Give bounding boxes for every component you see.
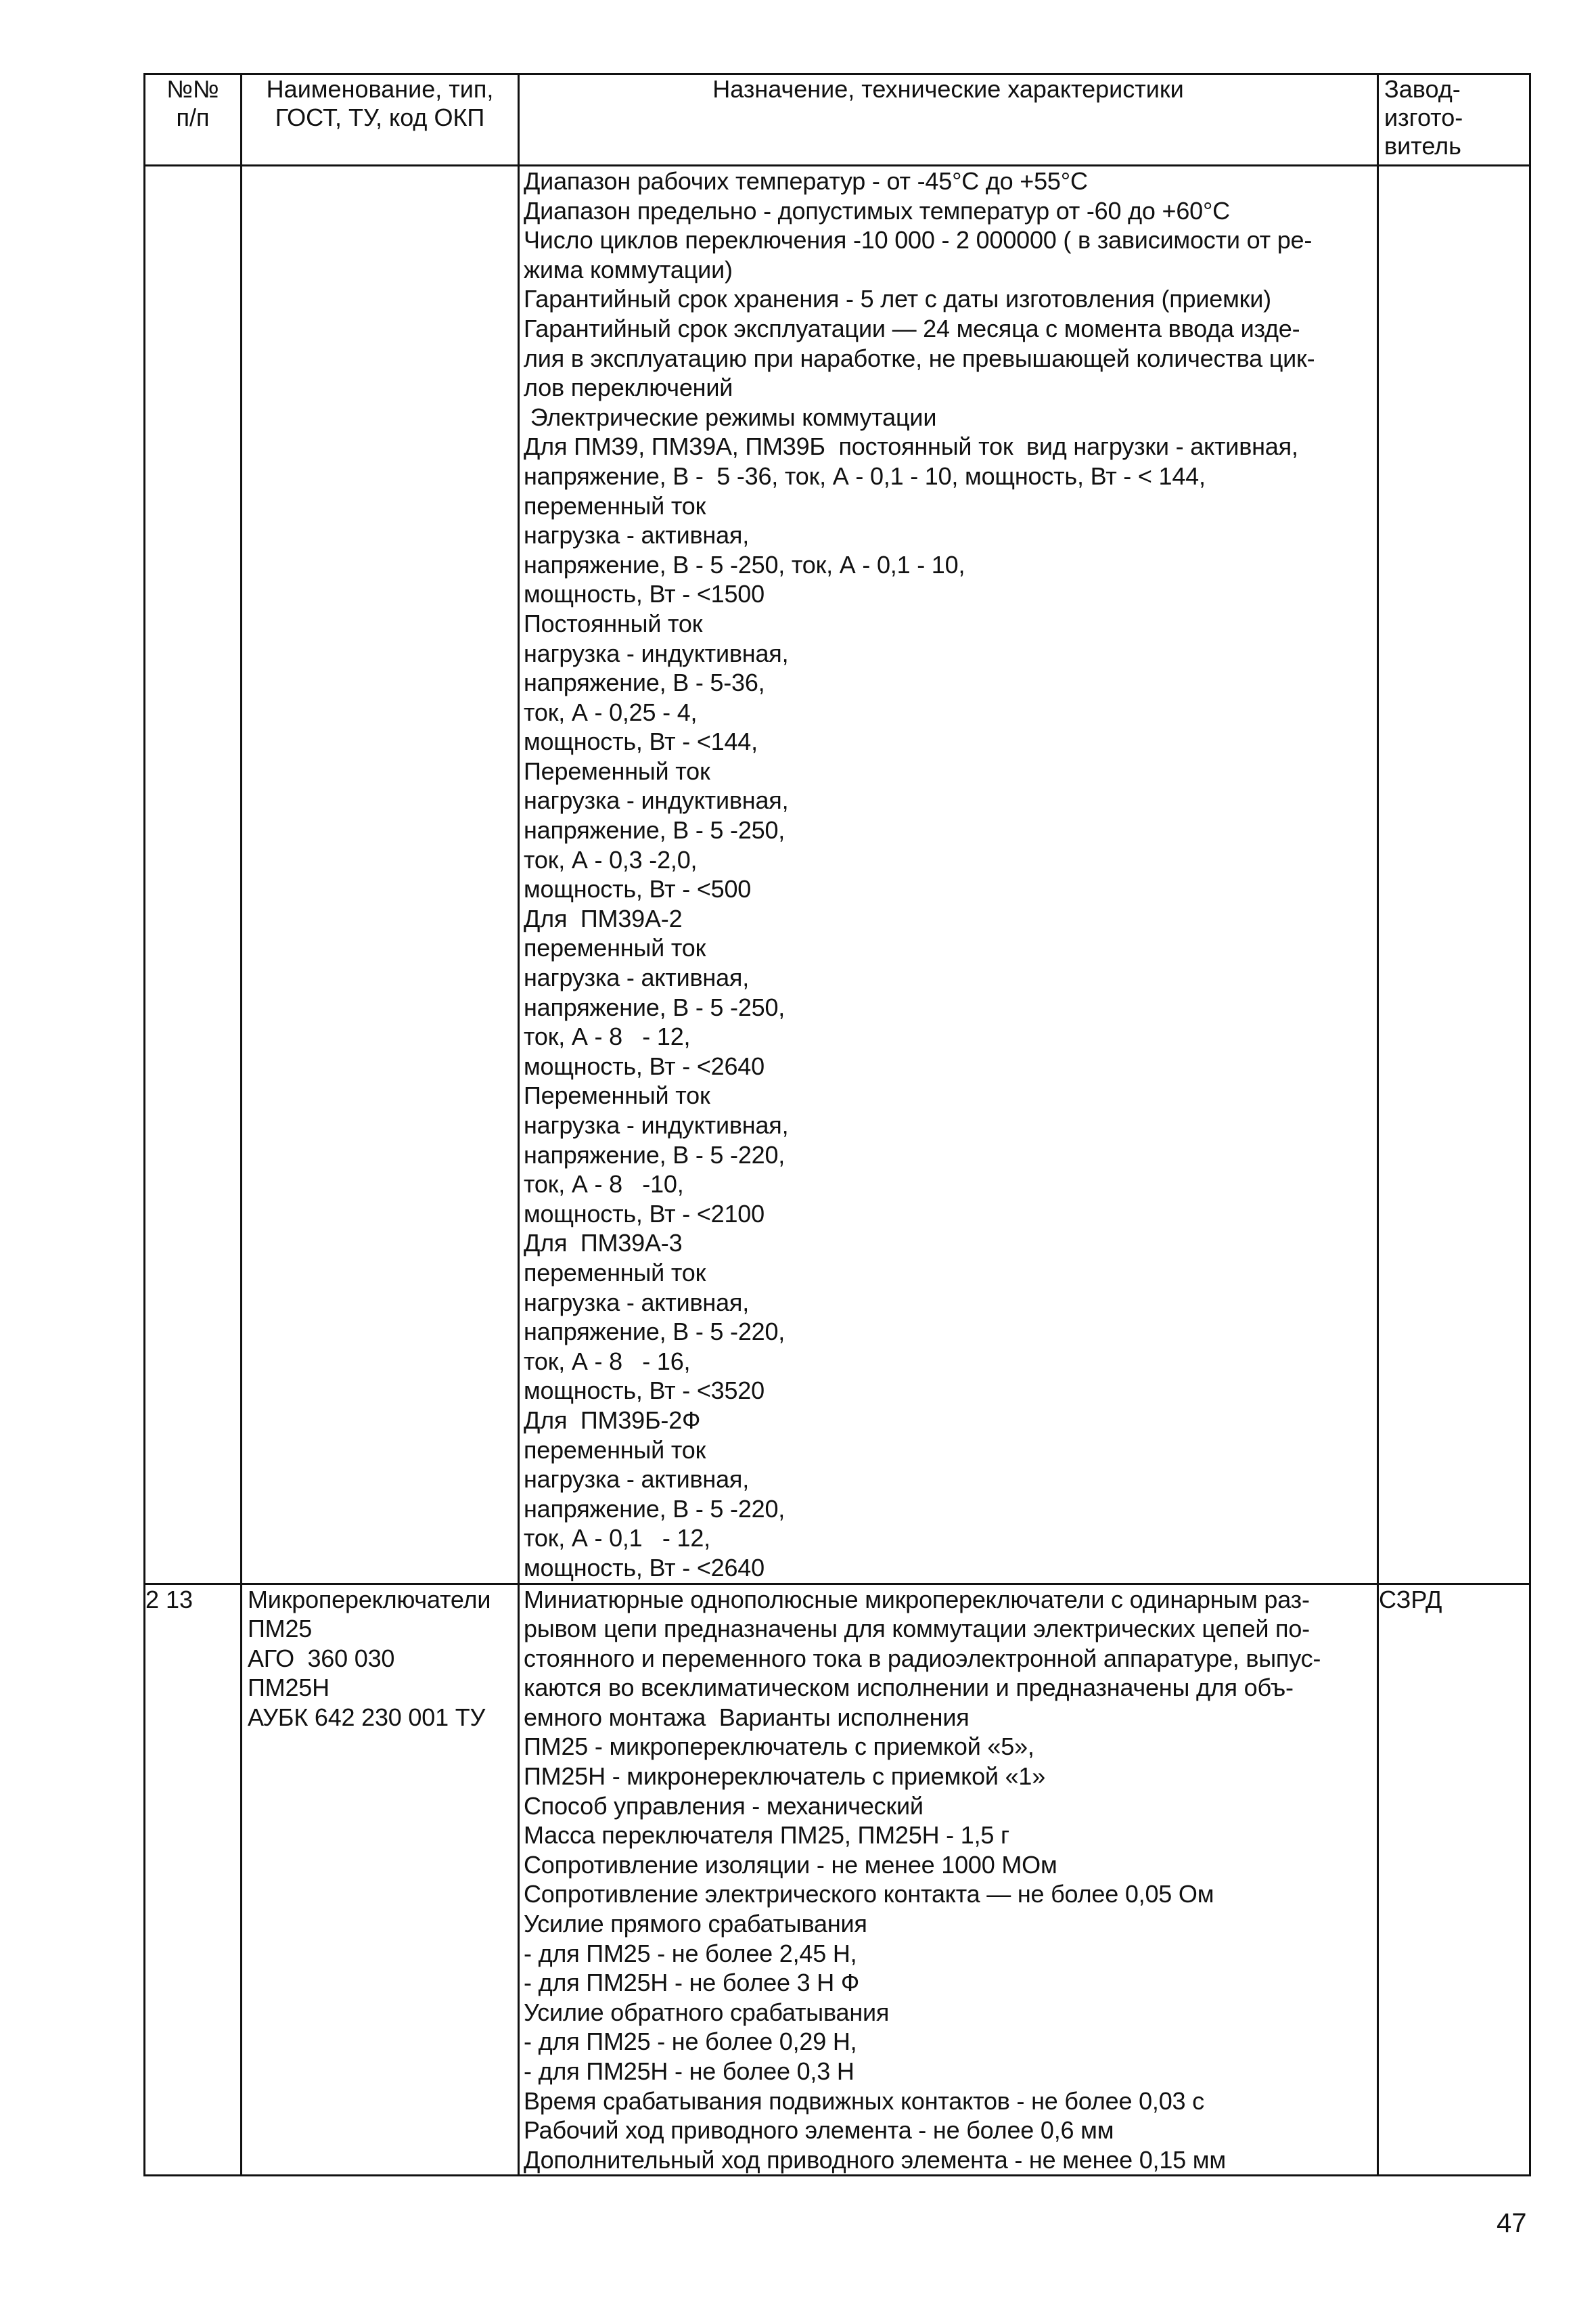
text-line: Гарантийный срок эксплуатации — 24 месяца с момента ввода изде-: [524, 314, 1300, 342]
text-line: напряжение, В - 5 -220,: [524, 1140, 785, 1169]
text-line: Микропереключатели: [248, 1585, 491, 1613]
header-manufacturer-line: Завод-: [1384, 75, 1461, 103]
text-line: Для ПМ39А-3: [524, 1229, 683, 1257]
text-line: мощность, Вт - <500: [524, 875, 752, 903]
text-line: каются во всеклиматическом исполнении и предназначены для объ-: [524, 1674, 1294, 1702]
table-row: [145, 1584, 1530, 2176]
text-line: нагрузка - активная,: [524, 1465, 750, 1494]
text-line: нагрузка - индуктивная,: [524, 639, 789, 667]
text-line: Миниатюрные однополюсные микропереключатели с одинарным раз-: [524, 1585, 1310, 1613]
row-number: [145, 166, 242, 1584]
row-description: [519, 166, 1378, 1584]
text-line: Масса переключателя ПМ25, ПМ25Н - 1,5 г: [524, 1821, 1009, 1850]
text-line: нагрузка - индуктивная,: [524, 1111, 789, 1139]
page-number: 47: [1497, 2208, 1527, 2238]
text-line: ПМ25Н: [248, 1674, 329, 1702]
row-manufacturer: СЗРД: [1378, 1584, 1530, 2176]
row-description: [519, 1584, 1378, 2176]
text-line: Диапазон рабочих температур - от -45°С до +55°С: [524, 167, 1088, 195]
text-line: мощность, Вт - <144,: [524, 728, 758, 756]
text-line: мощность, Вт - <3520: [524, 1377, 765, 1405]
header-name: [242, 74, 519, 166]
text-line: Время срабатывания подвижных контактов - не более 0,03 с: [524, 2086, 1204, 2115]
text-line: ток, А - 0,1 - 12,: [524, 1524, 710, 1552]
text-line: АГО 360 030: [248, 1644, 395, 1672]
text-line: Сопротивление изоляции - не менее 1000 МОм: [524, 1850, 1057, 1879]
header-manufacturer-line: витель: [1384, 132, 1461, 160]
header-number-line: п/п: [176, 104, 210, 131]
header-number-line: №№: [166, 75, 219, 103]
text-line: мощность, Вт - <2640: [524, 1052, 765, 1080]
text-line: ПМ25Н - микронереключатель с приемкой «1»: [524, 1762, 1046, 1791]
text-line: напряжение, В - 5 -250,: [524, 993, 785, 1021]
text-line: - для ПМ25Н - не более 0,3 Н: [524, 2057, 854, 2085]
text-line: Усилие прямого срабатывания: [524, 1910, 867, 1938]
text-line: ПМ25: [248, 1615, 313, 1643]
text-line: переменный ток: [524, 1258, 706, 1286]
table-header-row: [145, 74, 1530, 166]
text-line: напряжение, В - 5 -250, ток, А - 0,1 - 10,: [524, 550, 965, 579]
text-line: Рабочий ход приводного элемента - не более 0,6 мм: [524, 2116, 1114, 2145]
text-line: Гарантийный срок хранения - 5 лет с даты изготовления (приемки): [524, 285, 1271, 313]
text-line: Дополнительный ход приводного элемента - не менее 0,15 мм: [524, 2145, 1226, 2174]
text-line: лия в эксплуатацию при наработке, не превышающей количества цик-: [524, 344, 1315, 372]
text-line: Сопротивление электрического контакта — не более 0,05 Ом: [524, 1880, 1214, 1908]
table-row: [145, 166, 1530, 1584]
text-line: мощность, Вт - <2100: [524, 1199, 765, 1228]
row-number: 2 13: [145, 1584, 242, 2176]
text-line: - для ПМ25 - не более 2,45 Н,: [524, 1939, 857, 1967]
text-line: - для ПМ25 - не более 0,29 Н,: [524, 2028, 857, 2056]
text-line: лов переключений: [524, 374, 733, 402]
text-line: ток, А - 8 - 12,: [524, 1023, 691, 1051]
header-name-line: ГОСТ, ТУ, код ОКП: [275, 104, 485, 131]
header-number: [145, 74, 242, 166]
spec-table: [143, 73, 1531, 2176]
header-manufacturer-line: изгото-: [1384, 104, 1463, 131]
text-line: нагрузка - активная,: [524, 1288, 750, 1316]
text-line: емного монтажа Варианты исполнения: [524, 1703, 970, 1731]
text-line: напряжение, В - 5-36,: [524, 669, 765, 697]
text-line: нагрузка - активная,: [524, 964, 750, 992]
text-line: Диапазон предельно - допустимых температур от -60 до +60°С: [524, 196, 1230, 225]
text-line: Электрические режимы коммутации: [524, 403, 937, 431]
text-line: Переменный ток: [524, 757, 710, 785]
text-line: ток, А - 8 -10,: [524, 1170, 684, 1199]
text-line: напряжение, В - 5 -220,: [524, 1494, 785, 1523]
header-purpose-line: Назначение, технические характеристики: [712, 75, 1184, 103]
text-line: переменный ток: [524, 934, 706, 962]
text-line: Способ управления - механический: [524, 1791, 924, 1820]
header-name-line: Наименование, тип,: [266, 75, 494, 103]
text-line: ток, А - 0,3 -2,0,: [524, 845, 698, 874]
text-line: Число циклов переключения -10 000 - 2 000000 ( в зависимости от ре-: [524, 226, 1313, 254]
text-line: напряжение, В - 5 -250,: [524, 816, 785, 845]
text-line: ПМ25 - микропереключатель с приемкой «5»,: [524, 1732, 1034, 1761]
text-line: Для ПМ39А-2: [524, 904, 683, 933]
text-line: АУБК 642 230 001 ТУ: [248, 1703, 486, 1731]
text-line: Переменный ток: [524, 1081, 710, 1110]
text-line: Для ПМ39, ПМ39А, ПМ39Б постоянный ток вид нагрузки - активная,: [524, 432, 1298, 461]
text-line: ток, А - 0,25 - 4,: [524, 698, 698, 726]
text-line: рывом цепи предназначены для коммутации электрических цепей по-: [524, 1615, 1310, 1643]
row-name: [242, 166, 519, 1584]
text-line: нагрузка - индуктивная,: [524, 786, 789, 815]
text-line: напряжение, В - 5 -36, ток, А - 0,1 - 10, мощность, Вт - < 144,: [524, 462, 1206, 490]
text-line: Постоянный ток: [524, 609, 703, 637]
text-line: мощность, Вт - <1500: [524, 580, 765, 608]
text-line: Усилие обратного срабатывания: [524, 1998, 890, 2026]
text-line: мощность, Вт - <2640: [524, 1553, 765, 1582]
row-manufacturer: [1378, 166, 1530, 1584]
text-line: жима коммутации): [524, 255, 733, 284]
header-purpose: [519, 74, 1378, 166]
text-line: нагрузка - активная,: [524, 521, 750, 550]
text-line: стоянного и переменного тока в радиоэлектронной аппаратуре, выпус-: [524, 1644, 1321, 1672]
text-line: ток, А - 8 - 16,: [524, 1347, 691, 1375]
text-line: переменный ток: [524, 1435, 706, 1464]
text-line: - для ПМ25Н - не более 3 Н Ф: [524, 1969, 859, 1997]
text-line: Для ПМ39Б-2Ф: [524, 1406, 701, 1434]
text-line: переменный ток: [524, 491, 706, 520]
text-line: напряжение, В - 5 -220,: [524, 1318, 785, 1346]
row-name: [242, 1584, 519, 2176]
header-manufacturer: [1378, 74, 1530, 166]
